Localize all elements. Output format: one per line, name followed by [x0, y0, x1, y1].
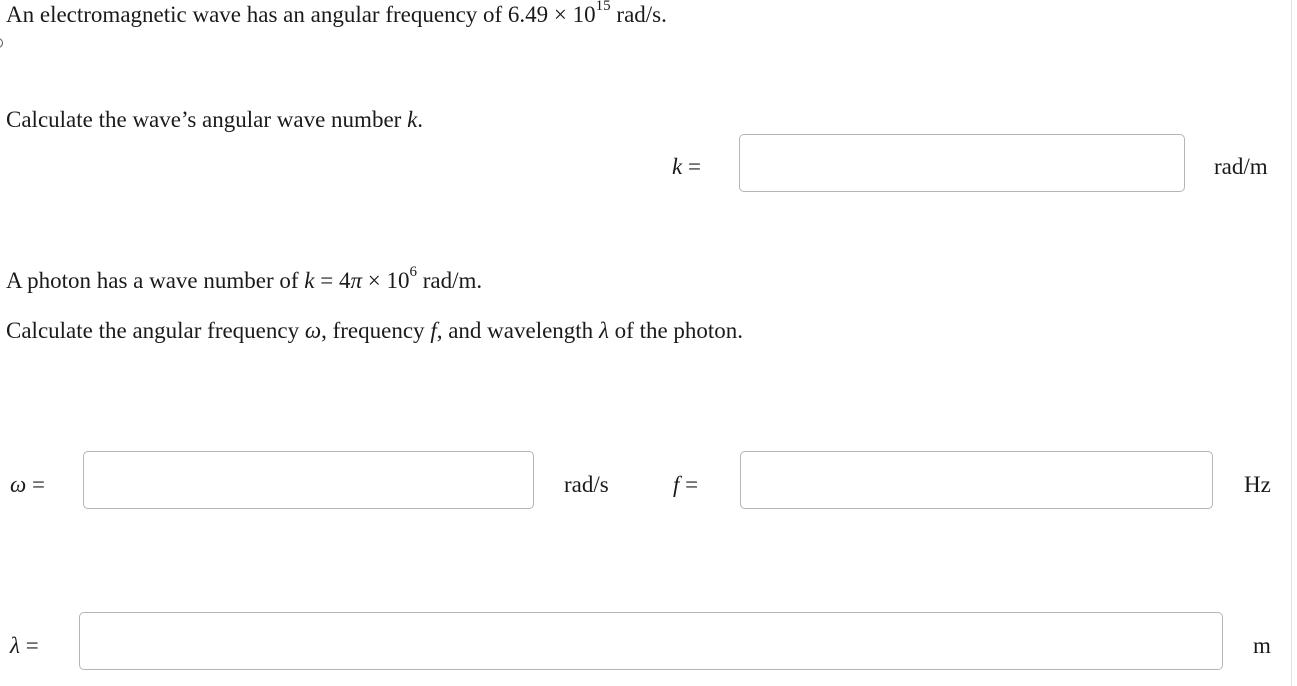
omega-unit: rad/s	[564, 472, 609, 497]
frequency-label	[673, 471, 698, 499]
part2-prompt-a: Calculate the angular frequency	[6, 318, 305, 343]
wavelength-answer-input[interactable]	[79, 612, 1223, 670]
part2-given-times: × 10	[362, 268, 410, 293]
omega-answer-input[interactable]	[83, 451, 534, 509]
part2-given-suffix: rad/m.	[417, 268, 483, 293]
k-var: k	[672, 154, 683, 179]
part2-prompt-omega: ω	[304, 318, 322, 343]
frequency-unit: Hz	[1244, 472, 1271, 497]
part2-prompt-b: , frequency	[321, 318, 431, 343]
frequency-equals: =	[679, 472, 699, 497]
intro-exponent: 15	[595, 0, 611, 15]
part1-prompt-text: Calculate the wave’s angular wave number	[6, 107, 408, 132]
part2-given-pi: π	[350, 268, 363, 293]
omega-label	[10, 471, 45, 499]
wavelength-unit: m	[1253, 633, 1271, 658]
part2-prompt	[6, 317, 743, 345]
intro-suffix: rad/s.	[610, 2, 667, 27]
part2-given-exponent: 6	[409, 264, 418, 281]
part2-prompt-f: f	[430, 318, 437, 343]
part1-prompt	[6, 106, 423, 134]
part1-prompt-suffix: .	[417, 107, 424, 132]
part2-prompt-c: , and wavelength	[436, 318, 599, 343]
part2-given-text: A photon has a wave number of	[6, 268, 305, 293]
wavelength-equals: =	[19, 633, 39, 658]
part1-prompt-var: k	[407, 107, 418, 132]
omega-equals: =	[26, 472, 45, 497]
omega-var: ω	[10, 472, 27, 497]
intro-text: An electromagnetic wave has an angular frequency of 6.49 × 10	[6, 2, 596, 27]
part2-prompt-lambda: λ	[598, 318, 609, 343]
collapse-marker-icon[interactable]	[0, 38, 3, 48]
wavelength-var: λ	[10, 633, 20, 658]
part2-given	[6, 264, 483, 295]
question-intro	[6, 1, 667, 29]
k-label	[672, 153, 701, 181]
part2-given-mid: = 4	[314, 268, 351, 293]
frequency-answer-input[interactable]	[740, 451, 1213, 509]
part2-prompt-d: of the photon.	[608, 318, 744, 343]
k-answer-input[interactable]	[739, 134, 1185, 192]
part2-given-var: k	[304, 268, 315, 293]
frequency-var: f	[673, 472, 680, 497]
wavelength-label	[10, 632, 39, 660]
k-equals: =	[682, 154, 701, 179]
k-unit: rad/m	[1214, 154, 1268, 179]
